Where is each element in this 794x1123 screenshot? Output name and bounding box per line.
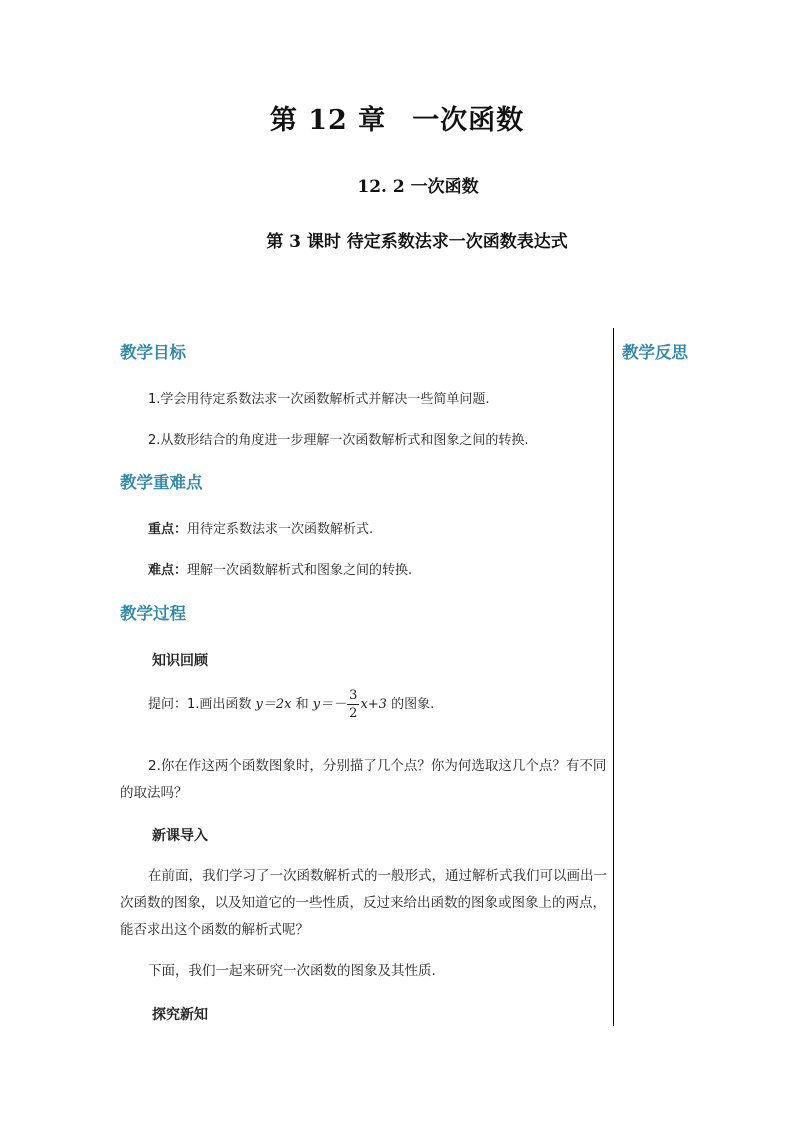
chapter-name: 一次函数 — [412, 105, 525, 136]
review-question-1 — [148, 689, 434, 720]
function-1: y＝2x — [255, 697, 292, 712]
column-divider — [613, 328, 614, 1026]
and-word: 和 — [295, 697, 309, 712]
difficulty-text: 理解一次函数解析式和图象之间的转换. — [187, 563, 413, 578]
section-title: 12. 2 一次函数 — [357, 177, 479, 197]
review-heading: 知识回顾 — [152, 653, 208, 669]
intro-paragraph-2: 下面，我们一起来研究一次函数的图象及其性质. — [148, 963, 436, 979]
question-suffix: 的图象. — [391, 697, 435, 712]
chapter-number: 第 12 章 — [269, 105, 387, 136]
process-heading: 教学过程 — [120, 604, 186, 623]
objective-item-2: 2.从数形结合的角度进一步理解一次函数解析式和图象之间的转换. — [148, 433, 529, 448]
key-label: 重点： — [148, 522, 188, 537]
objective-item-1: 1.学会用待定系数法求一次函数解析式并解决一些简单问题. — [148, 392, 490, 407]
fraction-denominator: 2 — [349, 706, 358, 721]
chapter-title — [0, 98, 794, 137]
lesson-title: 第 3 课时 待定系数法求一次函数表达式 — [266, 232, 568, 252]
intro-paragraph: 在前面，我们学习了一次函数解析式的一般形式，通过解析式我们可以画出一次函数的图象，以及知道它的一些性质，反过来给出函数的图象或图象上的两点，能否求出这个函数的解析式呢？ — [120, 868, 607, 938]
key-text: 用待定系数法求一次函数解析式. — [187, 522, 374, 537]
fraction — [347, 689, 359, 720]
function-2-rhs: x+3 — [360, 697, 387, 712]
difficulty-point — [148, 559, 412, 578]
key-points-heading: 教学重难点 — [120, 473, 203, 492]
review-question-2: 2.你在作这两个函数图象时，分别描了几个点？你为何选取这几个点？有不同的取法吗？ — [120, 758, 607, 801]
explore-heading: 探究新知 — [152, 1007, 208, 1023]
question-prefix: 提问：1.画出函数 — [148, 697, 252, 712]
reflection-heading: 教学反思 — [622, 343, 688, 362]
fraction-numerator: 3 — [349, 688, 358, 703]
function-2-lhs: y＝－ — [312, 697, 347, 712]
objectives-heading: 教学目标 — [120, 343, 186, 362]
intro-heading: 新课导入 — [152, 828, 208, 844]
key-point — [148, 518, 373, 537]
difficulty-label: 难点： — [148, 563, 188, 578]
